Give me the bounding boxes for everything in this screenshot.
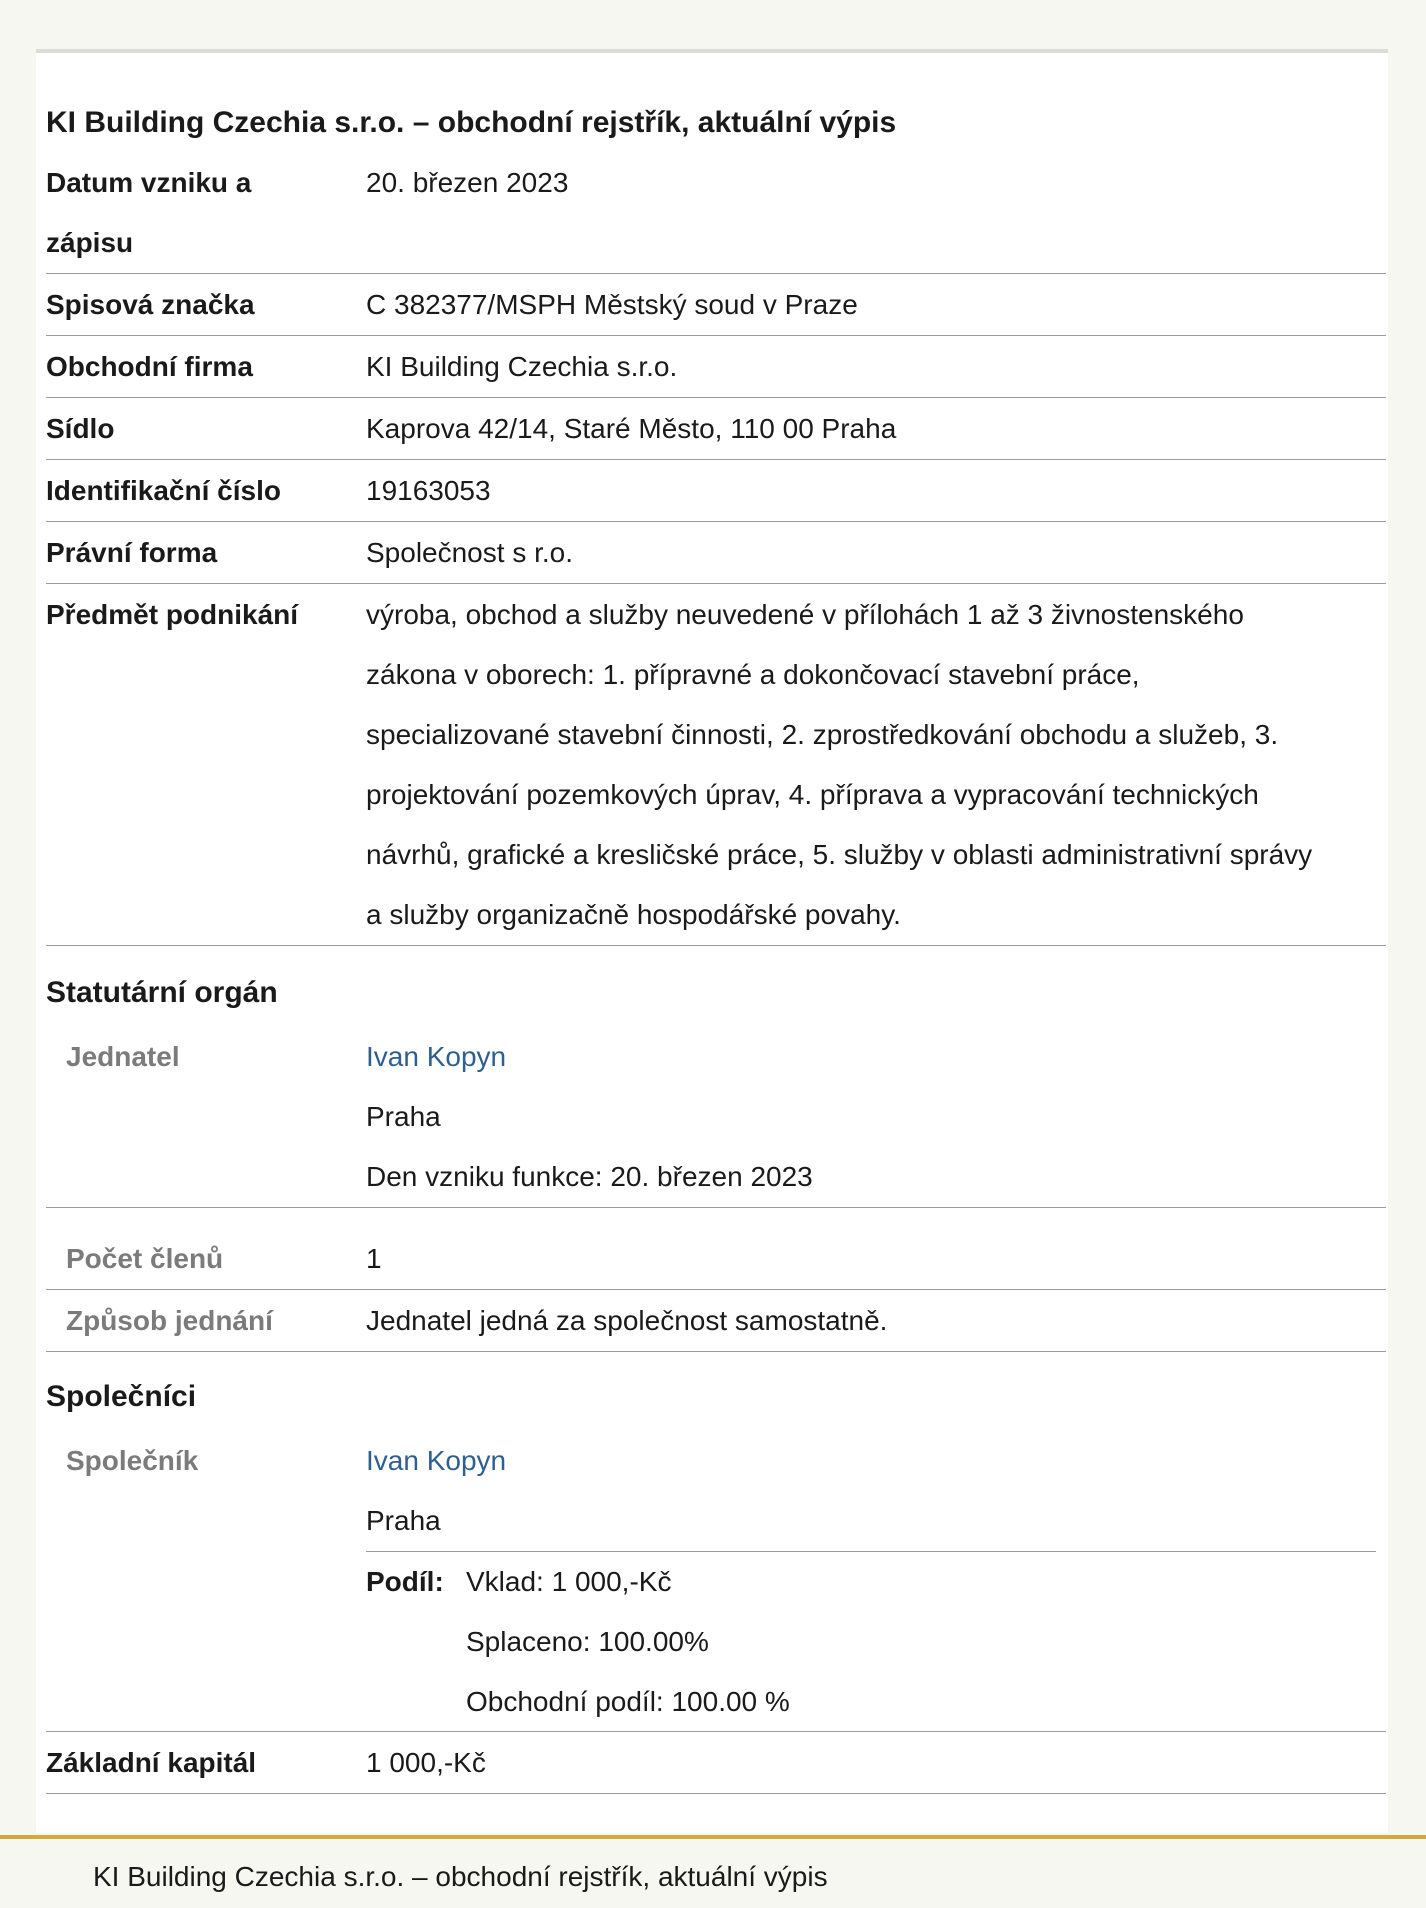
row-value: výroba, obchod a služby neuvedené v přílohách 1 až 3 živnostenského zákona v oborech: 1. přípravné a dokončovací stavební práce, specializované stavební činnosti, 2. zprostředkování obchodu a služeb, 3. projektování pozemkových úprav, 4. příprava a vypracování technických návrhů, grafické a kresličské práce, 5. služby v oblasti administrativní správy a služby organizačně hospodářské povahy. [366, 599, 1313, 930]
row-pravni-forma [46, 523, 1386, 584]
row-predmet-podnikani [46, 585, 1386, 946]
row-label: Identifikační číslo [46, 475, 281, 506]
row-value: Ivan Kopyn Praha Den vzniku funkce: 20. březen 2023 [366, 1027, 1386, 1207]
row-value: 1 [366, 1243, 382, 1274]
row-value: 1 000,-Kč [366, 1747, 486, 1778]
row-sidlo [46, 399, 1386, 460]
row-label: Právní forma [46, 537, 218, 568]
row-value: Společnost s r.o. [366, 537, 574, 568]
row-zakladni-kapital [46, 1733, 1386, 1794]
row-identifikacni-cislo [46, 461, 1386, 522]
row-label: Obchodní firma [46, 351, 253, 382]
row-jednatel [46, 1027, 1386, 1208]
row-value: Ivan Kopyn Praha [366, 1431, 1386, 1551]
row-value: Jednatel jedná za společnost samostatně. [366, 1305, 888, 1336]
row-spisova-znacka [46, 275, 1386, 336]
footer-text: KI Building Czechia s.r.o. – obchodní rejstřík, aktuální výpis [93, 1861, 828, 1892]
section-title-statutarni-organ: Statutární orgán [46, 976, 278, 1009]
row-obchodni-firma [46, 337, 1386, 398]
section-title-spolecnici: Společníci [46, 1380, 197, 1413]
row-value: Kaprova 42/14, Staré Město, 110 00 Praha [366, 413, 897, 444]
row-datum-vzniku [46, 153, 1386, 274]
page-footer [0, 1835, 1426, 1908]
row-label: Předmět podnikání [46, 599, 299, 630]
row-label: Základní kapitál [46, 1747, 257, 1778]
row-label: Způsob jednání [66, 1305, 273, 1336]
row-label: Spisová značka [46, 289, 255, 320]
row-value: 20. březen 2023 [366, 167, 569, 198]
row-label: Sídlo [46, 413, 115, 444]
row-value: C 382377/MSPH Městský soud v Praze [366, 289, 858, 320]
row-zpusob-jednani [46, 1291, 1386, 1352]
row-label: Počet členů [66, 1243, 224, 1274]
row-label: Jednatel [66, 1041, 180, 1072]
row-value: 19163053 [366, 475, 491, 506]
share-block [366, 1551, 1376, 1732]
person-link[interactable]: Ivan Kopyn [366, 1041, 507, 1072]
row-value: KI Building Czechia s.r.o. [366, 351, 678, 382]
row-spolecnik [46, 1431, 1386, 1732]
row-pocet-clenu [46, 1229, 1386, 1290]
person-link[interactable]: Ivan Kopyn [366, 1445, 507, 1476]
share-label: Podíl: [366, 1566, 444, 1597]
register-extract-card [36, 49, 1388, 1833]
row-label: Společník [66, 1445, 199, 1476]
document-title: KI Building Czechia s.r.o. – obchodní rejstřík, aktuální výpis [46, 106, 897, 139]
share-values: Vklad: 1 000,-Kč Splaceno: 100.00% Obchodní podíl: 100.00 % [466, 1566, 790, 1717]
row-label: Datum vzniku a zápisu [46, 167, 252, 258]
